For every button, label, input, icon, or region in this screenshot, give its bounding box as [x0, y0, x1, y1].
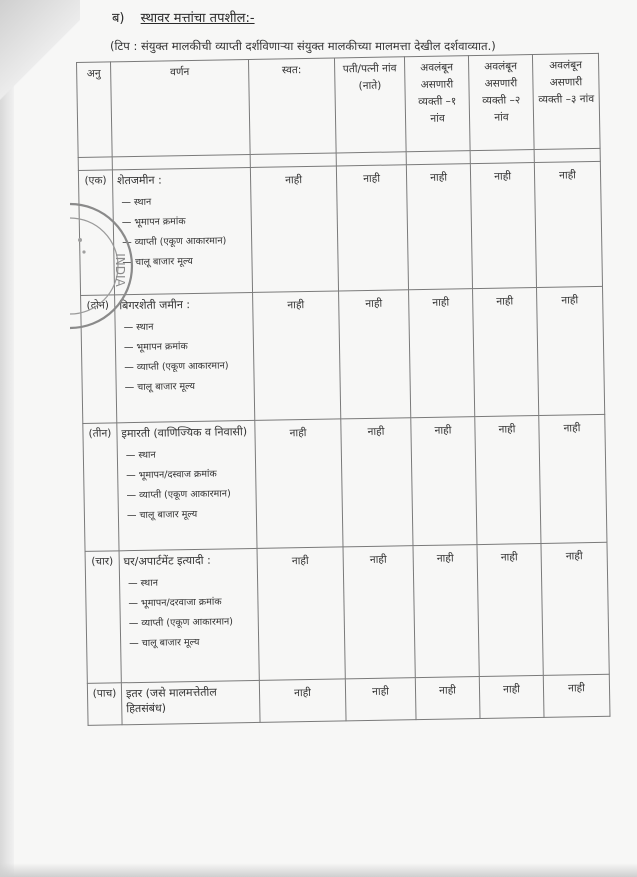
row-subitem: — चालू बाजार मूल्य [124, 380, 196, 394]
row-subitem: — व्याप्ती (एकूण आकारमान) [126, 488, 231, 502]
cell-dependent-1: नाही [415, 677, 480, 720]
row-subitem: — चालू बाजार मूल्य [122, 255, 193, 269]
row-title: बिगरशेती जमीन : [119, 298, 191, 313]
header-self: स्वत: [248, 58, 336, 154]
row-subitem: — स्थान [128, 577, 159, 590]
row-subitem: — व्याप्ती (एकूण आकारमान) [128, 616, 234, 630]
section-marker: ब) [112, 11, 125, 26]
cell-dependent-1: नाही [406, 164, 472, 290]
table-row [83, 414, 607, 551]
row-description [117, 420, 257, 550]
table-row [87, 674, 610, 725]
cell-dependent-2: नाही [479, 675, 544, 718]
row-serial: (पाच) [87, 683, 122, 726]
cell-dependent-1: नाही [409, 289, 475, 418]
cell-dependent-3: नाही [539, 414, 607, 543]
row-description [119, 548, 259, 682]
cell-dependent-1: नाही [411, 417, 477, 546]
cell-spouse: नाही [336, 165, 408, 291]
section-heading [112, 8, 255, 26]
cell-dependent-3: नाही [543, 674, 610, 717]
row-subitem: — स्थान [121, 196, 152, 209]
row-serial: (तीन) [83, 423, 119, 552]
table-row [81, 286, 605, 423]
row-title: शेतजमीन : [116, 173, 162, 188]
row-subitem: — भूमापन/दरवाजा क्रमांक [128, 596, 222, 610]
cell-dependent-2: नाही [477, 543, 543, 676]
row-subitem: — चालू बाजार मूल्य [126, 508, 198, 522]
row-title: घर/अपार्टमेंट इत्यादी : [123, 553, 211, 569]
cell-dependent-3: नाही [534, 161, 602, 287]
row-serial: (दोन) [81, 295, 117, 424]
cell-dependent-3: नाही [537, 286, 605, 415]
row-subitem: — भूमापन क्रमांक [121, 216, 186, 229]
official-seal-stamp [60, 196, 150, 336]
cell-self: नाही [253, 291, 341, 420]
cell-spouse: नाही [339, 290, 411, 419]
cell-dependent-2: नाही [470, 163, 536, 289]
header-serial: अनु [77, 62, 113, 158]
header-dependent-1: अवलंबून असणारी व्यक्ती –१ नांव [404, 56, 470, 152]
cell-self: नाही [257, 547, 345, 680]
row-subitem: — भूमापन क्रमांक [123, 341, 188, 354]
cell-dependent-1: नाही [413, 545, 479, 678]
cell-spouse: नाही [345, 678, 416, 721]
cell-self: नाही [250, 166, 338, 292]
row-description [121, 680, 260, 724]
assets-table [76, 53, 611, 726]
row-subitem: — व्याप्ती (एकूण आकारमान) [124, 360, 229, 374]
header-spouse: पती/पत्नी नांव (नाते) [334, 57, 406, 153]
row-title: इतर (जसे मालमत्तेतील हितसंबंध) [125, 685, 217, 716]
table-row [78, 161, 602, 295]
row-subitem: — चालू बाजार मूल्य [129, 636, 200, 650]
seal-text: INDIA [113, 253, 127, 287]
cell-spouse: नाही [341, 418, 413, 547]
cell-dependent-2: नाही [473, 287, 539, 416]
row-serial: (एक) [78, 170, 114, 296]
cell-dependent-2: नाही [475, 415, 541, 544]
seal-inner-ring [70, 218, 118, 314]
scan-edge-fold [0, 0, 80, 100]
header-dependent-3: अवलंबून असणारी व्यक्ती –३ नांव [532, 53, 600, 149]
row-serial: (चार) [85, 551, 121, 684]
section-note: (टिप : संयुक्त मालकीची व्याप्ती दर्शविणाऱ्या संयुक्त मालकीच्या मालमत्ता देखील दर्शवाव्यात.) [110, 39, 496, 53]
row-subitem: — स्थान [125, 449, 156, 462]
cell-self: नाही [255, 419, 343, 548]
table-row [85, 542, 609, 683]
table-header-row [77, 53, 601, 157]
row-subitem: — स्थान [123, 321, 154, 334]
row-subitem: — भूमापन/दस्वाज क्रमांक [126, 468, 217, 482]
cell-spouse: नाही [343, 546, 415, 679]
cell-dependent-3: नाही [541, 542, 609, 675]
header-description: वर्णन [111, 59, 251, 156]
cell-self: नाही [259, 679, 346, 722]
seal-dot-icon [78, 238, 82, 242]
row-subitem: — व्याप्ती (एकूण आकारमान) [122, 235, 227, 249]
section-title: स्थावर मत्तांचा तपशील:- [140, 11, 255, 26]
scan-edge-left [0, 0, 14, 877]
seal-dot-icon [82, 250, 85, 253]
row-title: इमारती (वाणिज्यिक व निवासी) [121, 425, 248, 441]
header-dependent-2: अवलंबून असणारी व्यक्ती –२ नांव [468, 55, 534, 151]
scan-edge-bottom [0, 863, 637, 877]
